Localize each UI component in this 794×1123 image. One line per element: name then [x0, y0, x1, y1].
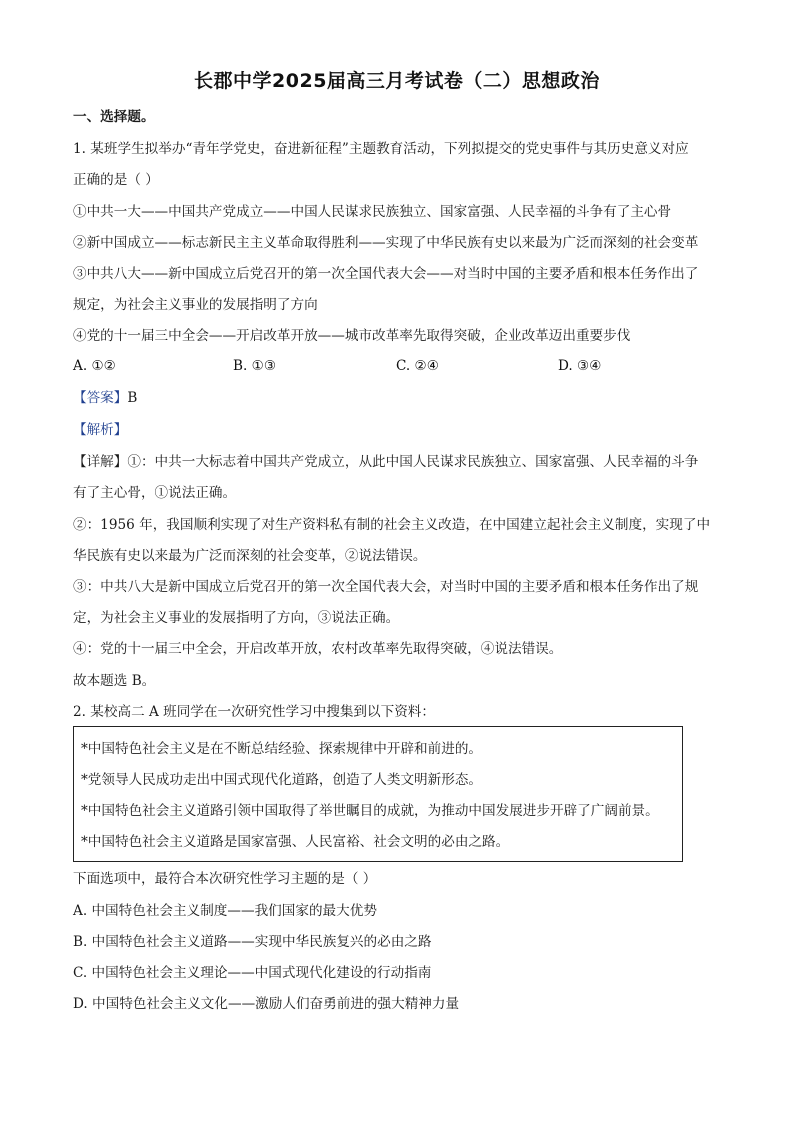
q1-detail-1-line1 — [73, 453, 733, 471]
q1-option-d: D. ③④ — [558, 358, 602, 374]
q2-material-1: *中国特色社会主义是在不断总结经验、探索规律中开辟和前进的。 — [81, 741, 483, 757]
q2-material-4: *中国特色社会主义道路是国家富强、人民富裕、社会文明的必由之路。 — [81, 834, 510, 850]
q1-option-c: C. ②④ — [396, 358, 439, 374]
q1-conclusion: 故本题选 B。 — [73, 673, 156, 689]
answer-value: B — [127, 390, 138, 406]
detail-1-text: ①：中共一大标志着中国共产党成立，从此中国人民谋求民族独立、国家富强、人民幸福的斗争 — [127, 454, 699, 470]
q1-detail-2-line1: ②：1956 年，我国顺利实现了对生产资料私有制的社会主义改造，在中国建立起社会主义制度，实现了中 — [73, 517, 711, 533]
q1-detail-1-line2: 有了主心骨，①说法正确。 — [73, 485, 237, 501]
q2-option-a: A. 中国特色社会主义制度——我们国家的最大优势 — [73, 903, 377, 919]
q1-option-a: A. ①② — [73, 358, 116, 374]
q1-detail-4: ④：党的十一届三中全会，开启改革开放，农村改革率先取得突破，④说法错误。 — [73, 641, 563, 657]
q2-question: 下面选项中，最符合本次研究性学习主题的是（ ） — [73, 871, 377, 887]
q2-material-2: *党领导人民成功走出中国式现代化道路，创造了人类文明新形态。 — [81, 772, 483, 788]
q2-material-3: *中国特色社会主义道路引领中国取得了举世瞩目的成就，为推动中国发展进步开辟了广阔前景。 — [81, 803, 659, 819]
exam-title: 长郡中学2025届高三月考试卷（二）思想政治 — [194, 70, 600, 92]
q1-option-b: B. ①③ — [233, 358, 277, 374]
q1-detail-3-line1: ③：中共八大是新中国成立后党召开的第一次全国代表大会，对当时中国的主要矛盾和根本任务作出了规 — [73, 579, 699, 595]
q1-stem-line1: 1. 某班学生拟举办“青年学党史，奋进新征程”主题教育活动，下列拟提交的党史事件与其历史意义对应 — [73, 141, 689, 157]
q1-stem-line2: 正确的是（ ） — [73, 172, 159, 188]
q1-item-3-line1: ③中共八大——新中国成立后党召开的第一次全国代表大会——对当时中国的主要矛盾和根本任务作出了 — [73, 266, 699, 282]
q1-item-3-line2: 规定，为社会主义事业的发展指明了方向 — [73, 297, 318, 313]
q1-options — [73, 358, 733, 376]
section-heading: 一、选择题。 — [73, 109, 155, 125]
q1-detail-2-line2: 华民族有史以来最为广泛而深刻的社会变革，②说法错误。 — [73, 548, 427, 564]
q1-answer — [73, 389, 733, 407]
q1-item-2: ②新中国成立——标志新民主主义革命取得胜利——实现了中华民族有史以来最为广泛而深刻的社会变革 — [73, 235, 699, 251]
q1-item-1: ①中共一大——中国共产党成立——中国人民谋求民族独立、国家富强、人民幸福的斗争有了主心骨 — [73, 204, 672, 220]
q2-option-c: C. 中国特色社会主义理论——中国式现代化建设的行动指南 — [73, 965, 432, 981]
detail-label: 【详解】 — [73, 454, 128, 470]
answer-label: 【答案】 — [73, 390, 128, 406]
q1-detail-3-line2: 定，为社会主义事业的发展指明了方向，③说法正确。 — [73, 610, 400, 626]
q2-material-box — [73, 726, 683, 862]
q2-stem: 2. 某校高二 A 班同学在一次研究性学习中搜集到以下资料： — [73, 704, 435, 720]
q2-option-b: B. 中国特色社会主义道路——实现中华民族复兴的必由之路 — [73, 934, 432, 950]
q1-item-4: ④党的十一届三中全会——开启改革开放——城市改革率先取得突破，企业改革迈出重要步伐 — [73, 328, 631, 344]
analysis-label: 【解析】 — [73, 422, 128, 438]
q2-option-d: D. 中国特色社会主义文化——激励人们奋勇前进的强大精神力量 — [73, 996, 460, 1012]
